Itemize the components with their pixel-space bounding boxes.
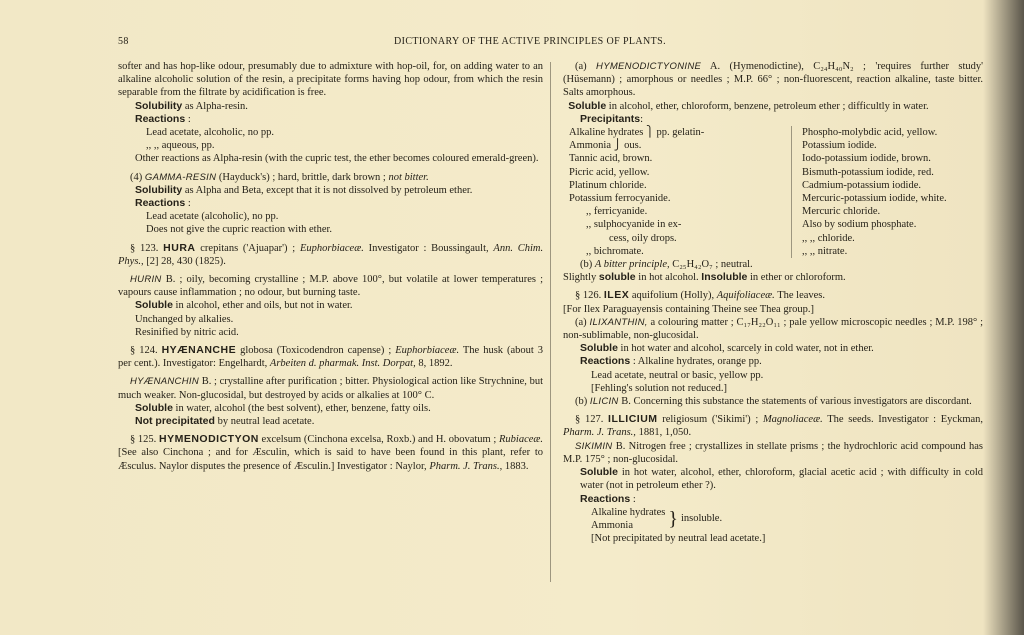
- right-column: [563, 60, 983, 545]
- running-title: DICTIONARY OF THE ACTIVE PRINCIPLES OF PLANTS.: [394, 36, 667, 47]
- hyaenanchin-entry: HYÆNANCHIN B. ; crystalline after purification ; bitter. Physiological action like Strychnine, but much weaker. Non-glucosidal, but destroyed by acids or alkalies at 100° C.: [118, 376, 544, 401]
- list-item: Cadmium-potassium iodide.: [802, 179, 921, 191]
- reaction-line: Lead acetate, neutral or basic, yellow pp.: [591, 369, 764, 381]
- alkaline-group: Alkaline hydrates Ammonia } insoluble.: [591, 506, 723, 531]
- text-line: Unchanged by alkalies.: [135, 313, 234, 325]
- list-item: Alkaline hydrates ⎫ pp. gelatin-: [569, 127, 705, 139]
- list-item: Tannic acid, brown.: [569, 153, 653, 165]
- left-column: [118, 60, 543, 473]
- list-item: ,, ferricyanide.: [586, 206, 648, 218]
- plant-name: HURA: [163, 241, 196, 254]
- solubility-line: Solubility as Alpha-resin.: [135, 99, 248, 112]
- note-line: [For Ilex Paraguayensis containing Theine see Thea group.]: [563, 303, 814, 315]
- solubility-line: Soluble in alcohol, ether, chloroform, benzene, petroleum ether ; difficultly in water.: [568, 99, 929, 112]
- column-divider: [550, 62, 551, 582]
- list-item: ,, ,, nitrate.: [802, 245, 848, 257]
- solubility-line: Slightly soluble in hot alcohol. Insoluble in ether or chloroform.: [563, 271, 846, 284]
- section-123: § 123. HURA crepitans ('Ajuapar') ; Euphorbiaceæ. Investigator : Boussingault, Ann. Chim. Phys., [2] 28, 430 (1825).: [118, 241, 544, 267]
- hymenodictyonine-entry: (a) HYMENODICTYONINE A. (Hymenodictine), C₂₄H₄₀N₂ ; 'requires further study' (Hüsemann) ; amorphous or needles ; M.P. 66° ; non-fluorescent, reaction alkaline, taste bitter. Salts amorphous.: [563, 61, 984, 99]
- sikimin-entry: SIKIMIN B. Nitrogen free ; crystallizes in stellate prisms ; the hydrochloric acid compound has M.P. 175° ; non-glucosidal.: [563, 440, 984, 465]
- reaction-line: Lead acetate (alcoholic), no pp.: [146, 211, 279, 223]
- list-item: ,, ,, chloride.: [802, 232, 855, 244]
- list-item: Potassium iodide.: [802, 140, 877, 152]
- list-item: Bismuth-potassium iodide, red.: [802, 166, 934, 178]
- compound-name: GAMMA-RESIN: [144, 171, 217, 183]
- list-item: ,, bichromate.: [586, 245, 644, 257]
- section-125: § 125. HYMENODICTYON excelsum (Cinchona excelsa, Roxb.) and H. obovatum ; Rubiaceæ. [See also Cinchona ; and for Æsculin, which is said to have been found in this plant, refer to Æsculus. Naylor disputes the presence of Æsculin.] Investigator : Naylor, Pharm. J. Trans., 1883.: [118, 433, 544, 472]
- list-item: Also by sodium phosphate.: [802, 219, 917, 231]
- list-item: cess, oily drops.: [609, 232, 677, 244]
- compound-name: SIKIMIN: [575, 440, 613, 452]
- compound-name: HYÆNANCHIN: [130, 376, 199, 388]
- reactions-heading: Reactions :: [580, 492, 636, 505]
- text-line: [Not precipitated by neutral lead acetate.]: [591, 533, 766, 545]
- precipitants-left: [569, 126, 779, 258]
- list-item: Mercuric chloride.: [802, 206, 881, 218]
- solubility-line: Solubility as Alpha and Beta, except that it is not dissolved by petroleum ether.: [135, 183, 473, 196]
- plant-name: HYMENODICTYON: [159, 433, 259, 446]
- plant-name: ILLICIUM: [608, 413, 658, 426]
- solubility-line: Soluble in hot water and alcohol, scarcely in cold water, not in ether.: [580, 342, 874, 355]
- reaction-line: Lead acetate, alcoholic, no pp.: [146, 127, 274, 139]
- list-item: Potassium ferrocyanide.: [569, 193, 671, 205]
- reaction-line: Does not give the cupric reaction with ether.: [146, 224, 333, 236]
- solubility-line: Soluble in hot water, alcohol, ether, chloroform, glacial acetic acid ; with difficulty in cold water (not in petroleum ether ?).: [580, 466, 983, 492]
- hurin-entry: HURIN B. ; oily, becoming crystalline ; M.P. above 100°, but volatile at lower temperatures ; vapours cause inflammation ; no odour, but burning taste.: [118, 274, 543, 299]
- list-item: Platinum chloride.: [569, 179, 647, 191]
- precipitation-line: Not precipitated by neutral lead acetate.: [135, 415, 315, 428]
- page-header: [0, 36, 1024, 52]
- reactions-heading: Reactions :: [135, 197, 191, 210]
- plant-name: HYÆNANCHE: [161, 344, 237, 357]
- precipitants-heading: Precipitants:: [580, 112, 644, 125]
- solubility-line: Soluble in alcohol, ether and oils, but not in water.: [135, 299, 353, 312]
- list-item: Iodo-potassium iodide, brown.: [802, 153, 931, 165]
- brace-glyph: }: [668, 507, 678, 530]
- bitter-principle-entry: (b) A bitter principle, C₂₅H₄₂O₇ ; neutral.: [580, 259, 753, 271]
- list-item: ,, sulphocyanide in ex-: [586, 219, 682, 231]
- precipitants-right: [791, 126, 982, 258]
- plant-name: ILEX: [603, 289, 630, 302]
- section-127: § 127. ILLICIUM religiosum ('Sikimi') ; Magnoliaceæ. The seeds. Investigator : Eyckman, Pharm. J. Trans., 1881, 1,050.: [563, 413, 984, 439]
- compound-name: ILICIN: [589, 396, 619, 408]
- list-item: Mercuric-potassium iodide, white.: [802, 193, 947, 205]
- section-126: § 126. ILEX aquifolium (Holly), Aquifoliaceæ. The leaves.: [575, 289, 826, 302]
- compound-name: HURIN: [130, 274, 162, 286]
- precipitants-table: [569, 126, 983, 258]
- text-line: Resinified by nitric acid.: [135, 326, 239, 338]
- reaction-line: Other reactions as Alpha-resin (with the cupric test, the ether becomes coloured emerald-green).: [135, 153, 539, 165]
- list-item: Ammonia ⎭ ous.: [569, 140, 642, 152]
- reaction-line: ,, ,, aqueous, pp.: [146, 140, 215, 152]
- gamma-resin-entry: (4) GAMMA-RESIN (Hayduck's) ; hard, brittle, dark brown ; not bitter.: [130, 171, 429, 183]
- reactions-line: Reactions : Alkaline hydrates, orange pp.: [580, 355, 762, 368]
- page-number: 58: [118, 36, 129, 47]
- compound-name: ILIXANTHIN,: [589, 316, 648, 328]
- section-124: § 124. HYÆNANCHE globosa (Toxicodendron capense) ; Euphorbiaceæ. The husk (about 3 per cent.). Investigator: Engelhardt, Arbeiten d. pharmak. Inst. Dorpat, 8, 1892.: [118, 344, 544, 370]
- paragraph: softer and has hop-like odour, presumably due to admixture with hop-oil, for, on adding water to an alkaline alcoholic solution of the resin, a precipitate forms having hop odour, from which the resin separable from the filtrate by acidification is free.: [118, 61, 543, 99]
- ilicin-entry: (b) ILICIN B. Concerning this substance the statements of various investigators are discordant.: [575, 396, 972, 408]
- label: Solubility: [135, 99, 183, 112]
- reactions-heading: Reactions :: [135, 112, 191, 125]
- solubility-line: Soluble in water, alcohol (the best solvent), ether, benzene, fatty oils.: [135, 401, 431, 414]
- ilixanthin-entry: (a) ILIXANTHIN, a colouring matter ; C₁₇H₂₂O₁₁ ; pale yellow microscopic needles ; M.P. 198° ; non-sublimable, non-glucosidal.: [563, 316, 984, 342]
- reaction-line: [Fehling's solution not reduced.]: [591, 382, 728, 394]
- list-item: Picric acid, yellow.: [569, 166, 650, 178]
- list-item: Phospho-molybdic acid, yellow.: [802, 127, 938, 139]
- compound-name: HYMENODICTYONINE: [596, 61, 702, 72]
